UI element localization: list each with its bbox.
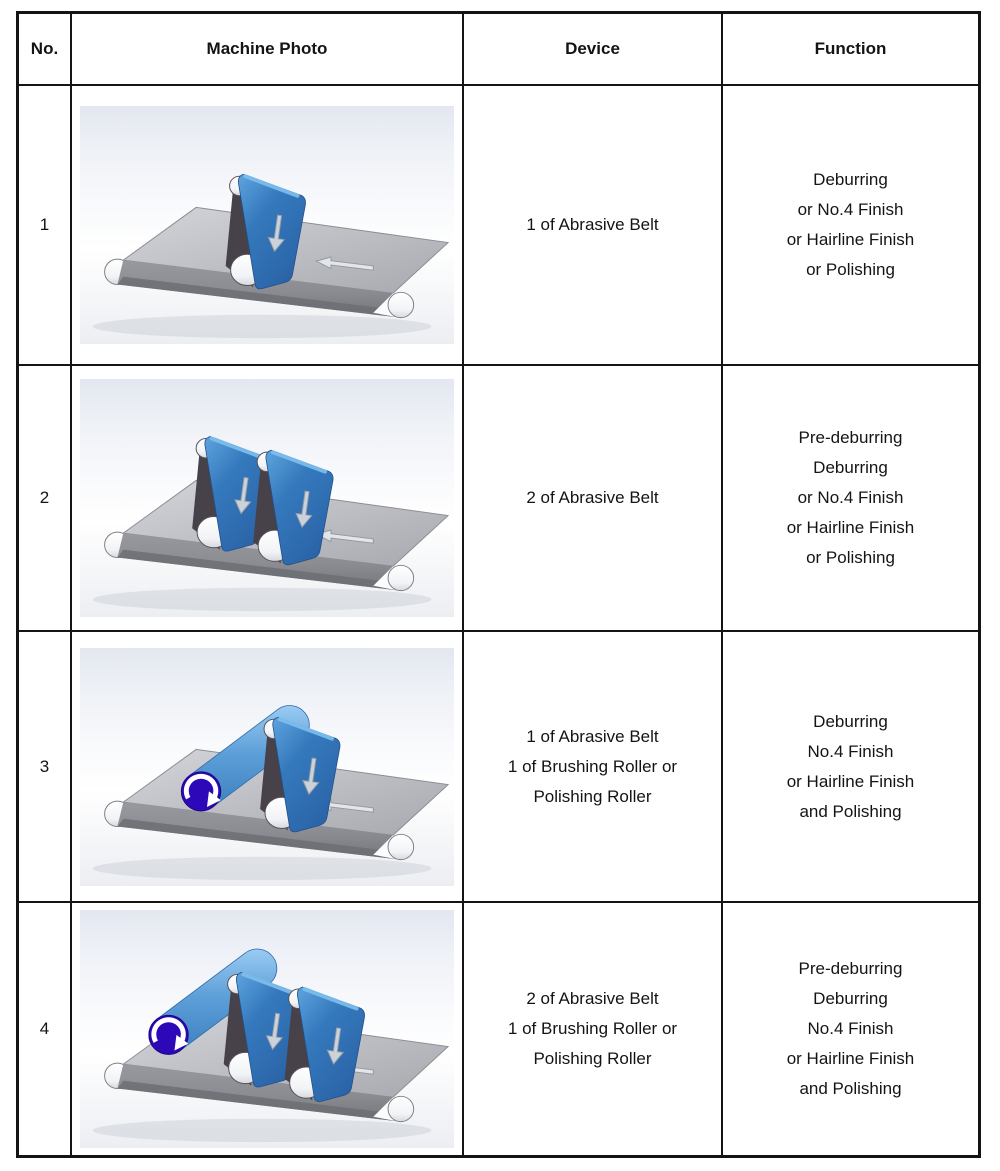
machine-illustration-2-belts xyxy=(80,379,454,617)
text-line: No.4 Finish xyxy=(807,741,894,761)
text-line: Deburring xyxy=(813,711,888,731)
text-line: Deburring xyxy=(813,989,888,1008)
text-line: 1 of Abrasive Belt xyxy=(526,215,659,234)
row-4-number: 4 xyxy=(19,903,72,1155)
machine-photo-1 xyxy=(80,106,454,344)
row-3-number: 3 xyxy=(19,632,72,903)
machine-photo-3 xyxy=(80,648,454,886)
machine-photo-2 xyxy=(80,379,454,617)
header-cell-function: Function xyxy=(723,14,978,86)
row-4-function xyxy=(723,903,978,1155)
machine-illustration-roller-1-belt xyxy=(80,648,454,886)
text-line: or Hairline Finish xyxy=(786,771,915,791)
machine-table xyxy=(16,11,981,1158)
row-3-device xyxy=(464,632,723,903)
text-line: or Polishing xyxy=(806,548,895,567)
row-1-photo-cell xyxy=(72,86,464,366)
row-1-function xyxy=(723,86,978,366)
row-1-device xyxy=(464,86,723,366)
text-line: and Polishing xyxy=(799,801,902,821)
text-line: Polishing Roller xyxy=(533,1049,652,1068)
header-cell-no: No. xyxy=(19,14,72,86)
machine-illustration-roller-2-belts xyxy=(80,910,454,1148)
row-4-device xyxy=(464,903,723,1155)
machine-photo-4 xyxy=(80,910,454,1148)
row-2-photo-cell xyxy=(72,366,464,632)
text-line: or Hairline Finish xyxy=(786,230,915,249)
row-3-photo-cell xyxy=(72,632,464,903)
text-line: or No.4 Finish xyxy=(797,488,904,507)
row-1-number: 1 xyxy=(19,86,72,366)
text-line: 1 of Brushing Roller or xyxy=(507,756,678,776)
header-cell-device: Device xyxy=(464,14,723,86)
machine-illustration-1-belt xyxy=(80,106,454,344)
text-line: 1 of Brushing Roller or xyxy=(507,1019,678,1038)
text-line: Pre-deburring xyxy=(798,959,903,978)
row-2-number: 2 xyxy=(19,366,72,632)
text-line: or Polishing xyxy=(806,260,895,279)
text-line: 1 of Abrasive Belt xyxy=(526,726,659,746)
row-2-device xyxy=(464,366,723,632)
text-line: Pre-deburring xyxy=(798,428,903,447)
text-line: Deburring xyxy=(813,170,888,189)
text-line: No.4 Finish xyxy=(807,1019,894,1038)
row-3-function xyxy=(723,632,978,903)
row-2-function xyxy=(723,366,978,632)
text-line: or Hairline Finish xyxy=(786,518,915,537)
text-line: Polishing Roller xyxy=(533,786,652,806)
text-line: 2 of Abrasive Belt xyxy=(526,488,659,507)
text-line: and Polishing xyxy=(799,1079,902,1098)
text-line: or No.4 Finish xyxy=(797,200,904,219)
header-cell-machine-photo: Machine Photo xyxy=(72,14,464,86)
row-4-photo-cell xyxy=(72,903,464,1155)
text-line: Deburring xyxy=(813,458,888,477)
text-line: 2 of Abrasive Belt xyxy=(526,989,659,1008)
text-line: or Hairline Finish xyxy=(786,1049,915,1068)
